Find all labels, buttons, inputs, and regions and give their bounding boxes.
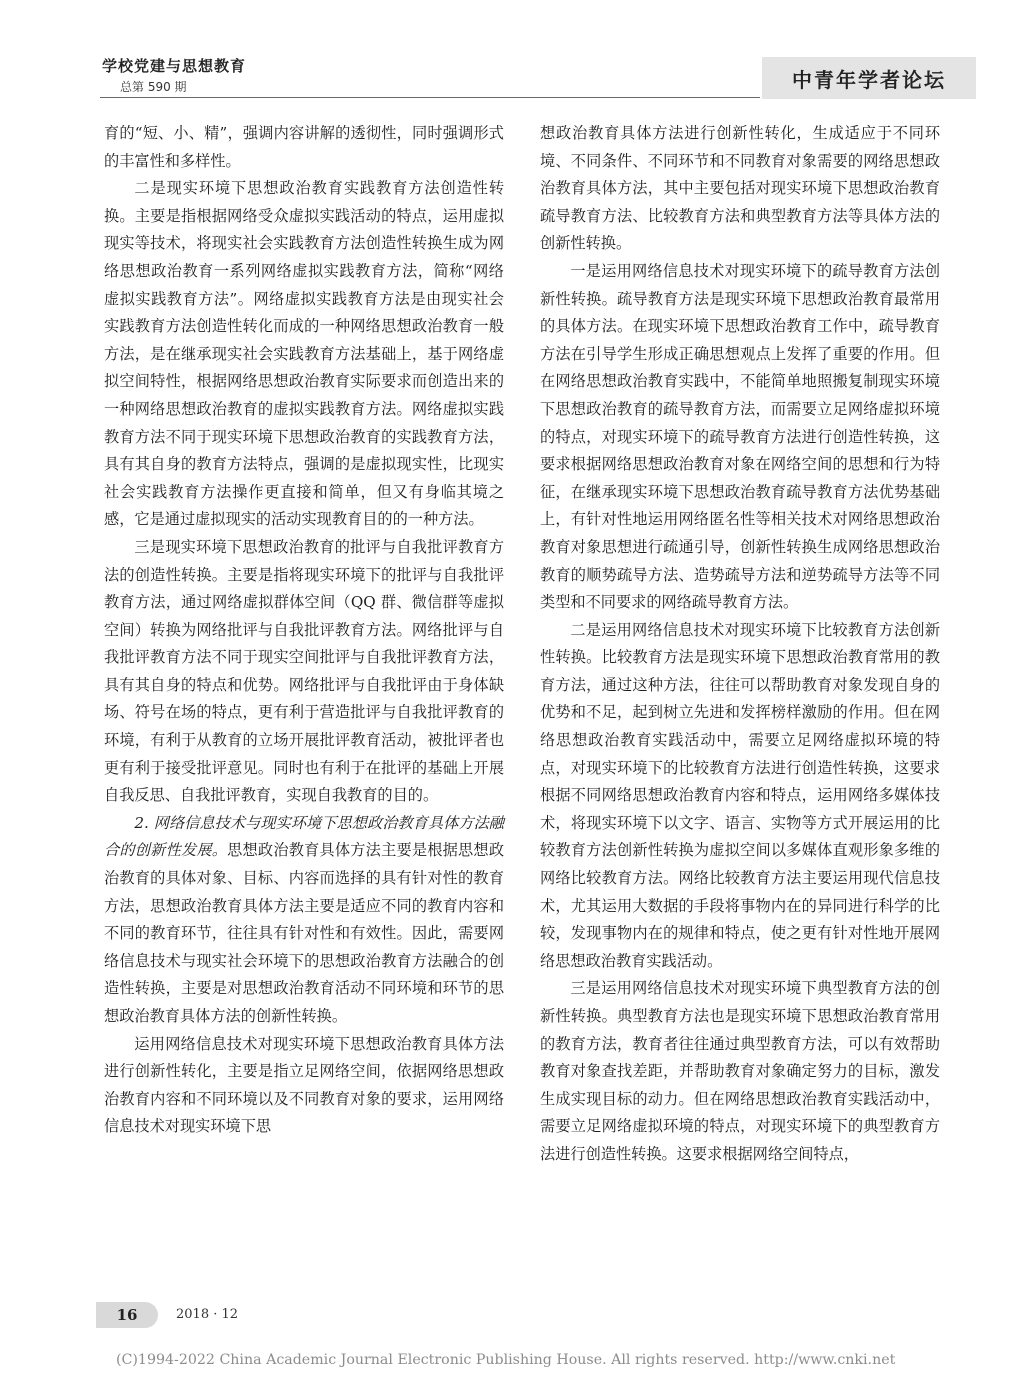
- paragraph: 三是运用网络信息技术对现实环境下典型教育方法的创新性转换。典型教育方法也是现实环境下思想政治教育常用的教育方法，教育者往往通过典型教育方法，可以有效帮助教育对象查找差距，并帮助教育对象确定努力的目标，激发生成实现目标的动力。但在网络思想政治教育实践活动中，需要立足网络虚拟环境的特点，对现实环境下的典型教育方法进行创造性转换。这要求根据网络空间特点，: [540, 979, 940, 1163]
- paragraph: 育的“短、小、精”，强调内容讲解的透彻性，同时强调形式的丰富性和多样性。: [104, 124, 504, 170]
- paragraph: 想政治教育具体方法进行创新性转化，生成适应于不同环境、不同条件、不同环节和不同教育对象需要的网络思想政治教育具体方法，其中主要包括对现实环境下思想政治教育疏导教育方法、比较教育方法和典型教育方法等具体方法的创新性转换。: [540, 124, 940, 253]
- paragraph-body: 思想政治教育具体方法主要是根据思想政治教育的具体对象、目标、内容而选择的具有针对性的教育方法，思想政治教育具体方法主要是适应不同的教育内容和不同的教育环节，往往具有针对性和有效性。因此，需要网络信息技术与现实社会环境下的思想政治教育方法融合的创造性转换，主要是对思想政治教育活动不同环境和环节的思想政治教育具体方法的创新性转换。: [104, 841, 505, 1025]
- issue-date: 2018 · 12: [176, 1307, 239, 1322]
- paragraph: 运用网络信息技术对现实环境下思想政治教育具体方法进行创新性转化，主要是指立足网络空间，依据网络思想政治教育内容和不同环境以及不同教育对象的要求，运用网络信息技术对现实环境下思: [104, 1034, 504, 1136]
- paragraph: 三是现实环境下思想政治教育的批评与自我批评教育方法的创造性转换。主要是指将现实环境下的批评与自我批评教育方法，通过网络虚拟群体空间（QQ 群、微信群等虚拟空间）转换为网络批评与自我批评教育方法。网络批评与自我批评教育方法不同于现实空间批评与自我批评教育方法，具有其自身的特点和优势。网络批评与自我批评由于身体缺场、符号在场的特点，更有利于营造批评与自我批评教育的环境，有利于从教育的立场开展批评教育活动，被批评者也更有利于接受批评意见。同时也有利于在批评的基础上开展自我反思、自我批评教育，实现自我教育的目的。: [104, 537, 504, 805]
- right-column: [540, 120, 940, 1169]
- paragraph: [104, 810, 504, 1031]
- paragraph: 一是运用网络信息技术对现实环境下的疏导教育方法创新性转换。疏导教育方法是现实环境下思想政治教育最常用的具体方法。在现实环境下思想政治教育工作中，疏导教育方法在引导学生形成正确思想观点上发挥了重要的作用。但在网络思想政治教育实践中，不能简单地照搬复制现实环境下思想政治教育的疏导教育方法，而需要立足网络虚拟环境的特点，对现实环境下的疏导教育方法进行创造性转换，这要求根据网络思想政治教育对象在网络空间的思想和行为特征，在继承现实环境下思想政治教育疏导教育方法优势基础上，有针对性地运用网络匿名性等相关技术对网络思想政治教育对象思想进行疏通引导，创新性转换生成网络思想政治教育的顺势疏导方法、造势疏导方法和逆势疏导方法等不同类型和不同要求的网络疏导教育方法。: [540, 261, 940, 612]
- left-column: [104, 120, 504, 1141]
- copyright-notice: (C)1994-2022 China Academic Journal Electronic Publishing House. All rights reserved. http://www.cnki.net: [116, 1352, 896, 1368]
- header-rule: [100, 97, 760, 98]
- subsection-heading: 2. 网络信息技术与现实环境下思想政治教育具体方法融合的创新性发展。: [104, 813, 504, 860]
- paragraph: 二是运用网络信息技术对现实环境下比较教育方法创新性转换。比较教育方法是现实环境下思想政治教育常用的教育方法，通过这种方法，往往可以帮助教育对象发现自身的优势和不足，起到树立先进和发挥榜样激励的作用。但在网络思想政治教育实践活动中，需要立足网络虚拟环境的特点，对现实环境下的比较教育方法进行创造性转换，这要求根据不同网络思想政治教育内容和特点，运用网络多媒体技术，将现实环境下以文字、语言、实物等方式开展运用的比较教育方法创新性转换为虚拟空间以多媒体直观形象多维的网络比较教育方法。网络比较教育方法主要运用现代信息技术，尤其运用大数据的手段将事物内在的异同进行科学的比较，发现事物内在的规律和特点，使之更有针对性地开展网络思想政治教育实践活动。: [540, 620, 940, 970]
- issue-number: 总第 590 期: [120, 80, 187, 94]
- page-number: 16: [96, 1302, 158, 1328]
- journal-column-title: 中青年学者论坛: [762, 57, 976, 99]
- section-name: 学校党建与思想教育: [102, 57, 247, 75]
- paragraph: 二是现实环境下思想政治教育实践教育方法创造性转换。主要是指根据网络受众虚拟实践活动的特点，运用虚拟现实等技术，将现实社会实践教育方法创造性转换生成为网络思想政治教育一系列网络虚拟实践教育方法，简称“网络虚拟实践教育方法”。网络虚拟实践教育方法是由现实社会实践教育方法创造性转化而成的一种网络思想政治教育一般方法，是在继承现实社会实践教育方法基础上，基于网络虚拟空间特性，根据网络思想政治教育实际要求而创造出来的一种网络思想政治教育的虚拟实践教育方法。网络虚拟实践教育方法不同于现实环境下思想政治教育的实践教育方法，具有其自身的教育方法特点，强调的是虚拟现实性，比现实社会实践教育方法操作更直接和简单，但又有身临其境之感，它是通过虚拟现实的活动实现教育目的的一种方法。: [104, 179, 504, 529]
- page-header: [0, 0, 1024, 110]
